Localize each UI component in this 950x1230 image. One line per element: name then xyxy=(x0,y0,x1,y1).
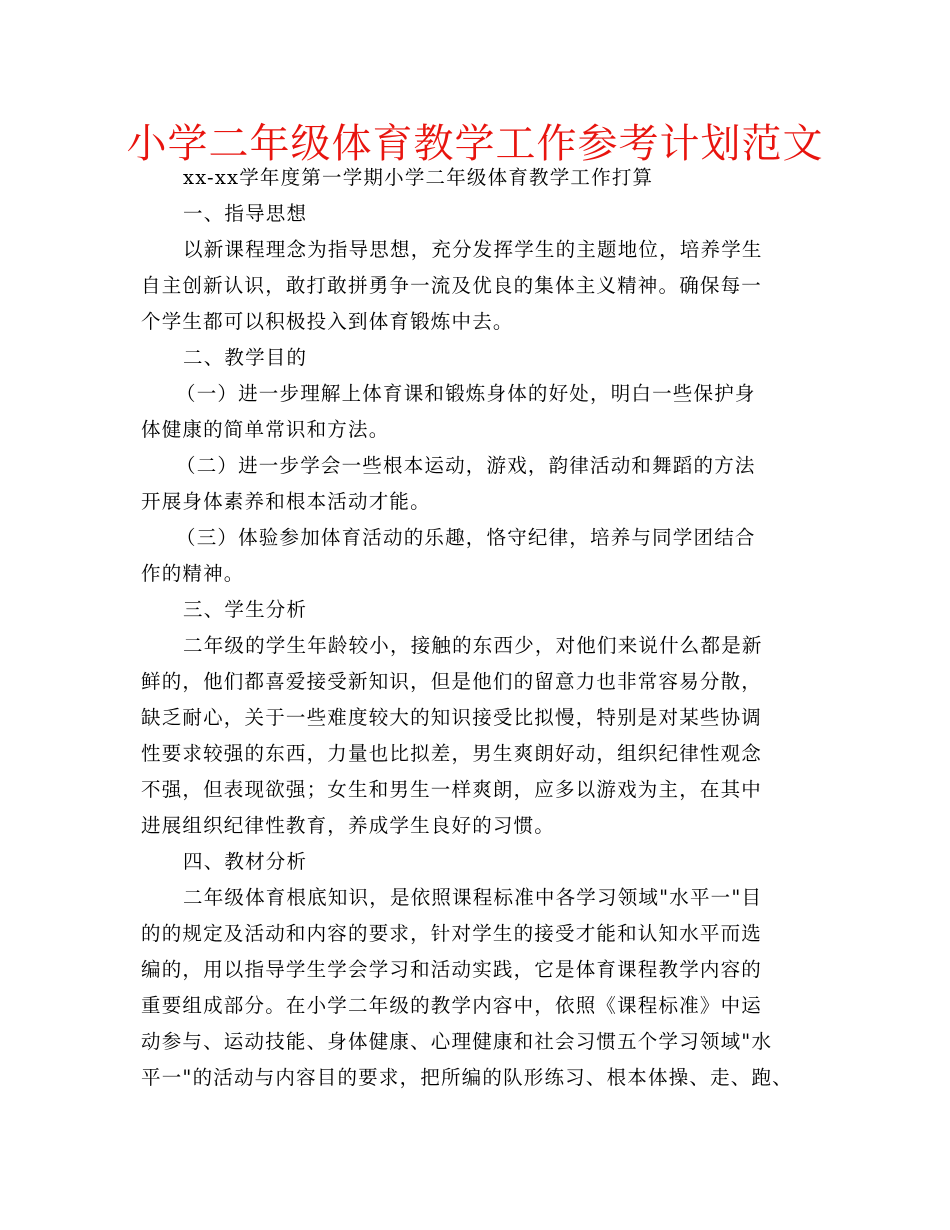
paragraph-line: 平一"的活动与内容目的要求，把所编的队形练习、根本体操、走、跑、 xyxy=(141,1066,793,1089)
paragraph-line: 进展组织纪律性教育，养成学生良好的习惯。 xyxy=(141,814,556,837)
section-heading: 一、指导思想 xyxy=(183,202,308,225)
paragraph-line: 动参与、运动技能、身体健康、心理健康和社会习惯五个学习领域"水 xyxy=(141,1030,773,1053)
document-title: 小学二年级体育教学工作参考计划范文 xyxy=(126,121,824,167)
paragraph-line: 缺乏耐心，关于一些难度较大的知识接受比拟慢，特别是对某些协调 xyxy=(141,706,763,729)
paragraph-line: 开展身体素养和根本活动才能。 xyxy=(141,490,431,513)
paragraph-line: 以新课程理念为指导思想，充分发挥学生的主题地位，培养学生 xyxy=(183,238,763,261)
paragraph-line: 性要求较强的东西，力量也比拟差，男生爽朗好动，组织纪律性观念 xyxy=(141,742,763,765)
paragraph-line: 作的精神。 xyxy=(141,562,245,585)
paragraph-line: 鲜的，他们都喜爱接受新知识，但是他们的留意力也非常容易分散， xyxy=(141,670,763,693)
subtitle-line: xx-xx学年度第一学期小学二年级体育教学工作打算 xyxy=(183,166,654,189)
paragraph-line: 二年级的学生年龄较小，接触的东西少，对他们来说什么都是新 xyxy=(183,634,763,657)
paragraph-line: 自主创新认识，敢打敢拼勇争一流及优良的集体主义精神。确保每一 xyxy=(141,274,763,297)
paragraph-line: 不强，但表现欲强；女生和男生一样爽朗，应多以游戏为主，在其中 xyxy=(141,778,763,801)
paragraph-line: （一）进一步理解上体育课和锻炼身体的好处，明白一些保护身 xyxy=(176,382,756,405)
paragraph-line: 重要组成部分。在小学二年级的教学内容中，依照《课程标准》中运 xyxy=(141,994,763,1017)
paragraph-line: 编的，用以指导学生学会学习和活动实践，它是体育课程教学内容的 xyxy=(141,958,763,981)
paragraph-line: 的的规定及活动和内容的要求，针对学生的接受才能和认知水平而选 xyxy=(141,922,763,945)
section-heading: 二、教学目的 xyxy=(183,346,308,369)
paragraph-line: （二）进一步学会一些根本运动，游戏，韵律活动和舞蹈的方法 xyxy=(176,454,756,477)
paragraph-line: （三）体验参加体育活动的乐趣，恪守纪律，培养与同学团结合 xyxy=(176,526,756,549)
section-heading: 四、教材分析 xyxy=(183,850,308,873)
paragraph-line: 二年级体育根底知识，是依照课程标准中各学习领域"水平一"目 xyxy=(183,886,763,909)
paragraph-line: 体健康的简单常识和方法。 xyxy=(141,418,390,441)
section-heading: 三、学生分析 xyxy=(183,598,308,621)
paragraph-line: 个学生都可以积极投入到体育锻炼中去。 xyxy=(141,310,514,333)
